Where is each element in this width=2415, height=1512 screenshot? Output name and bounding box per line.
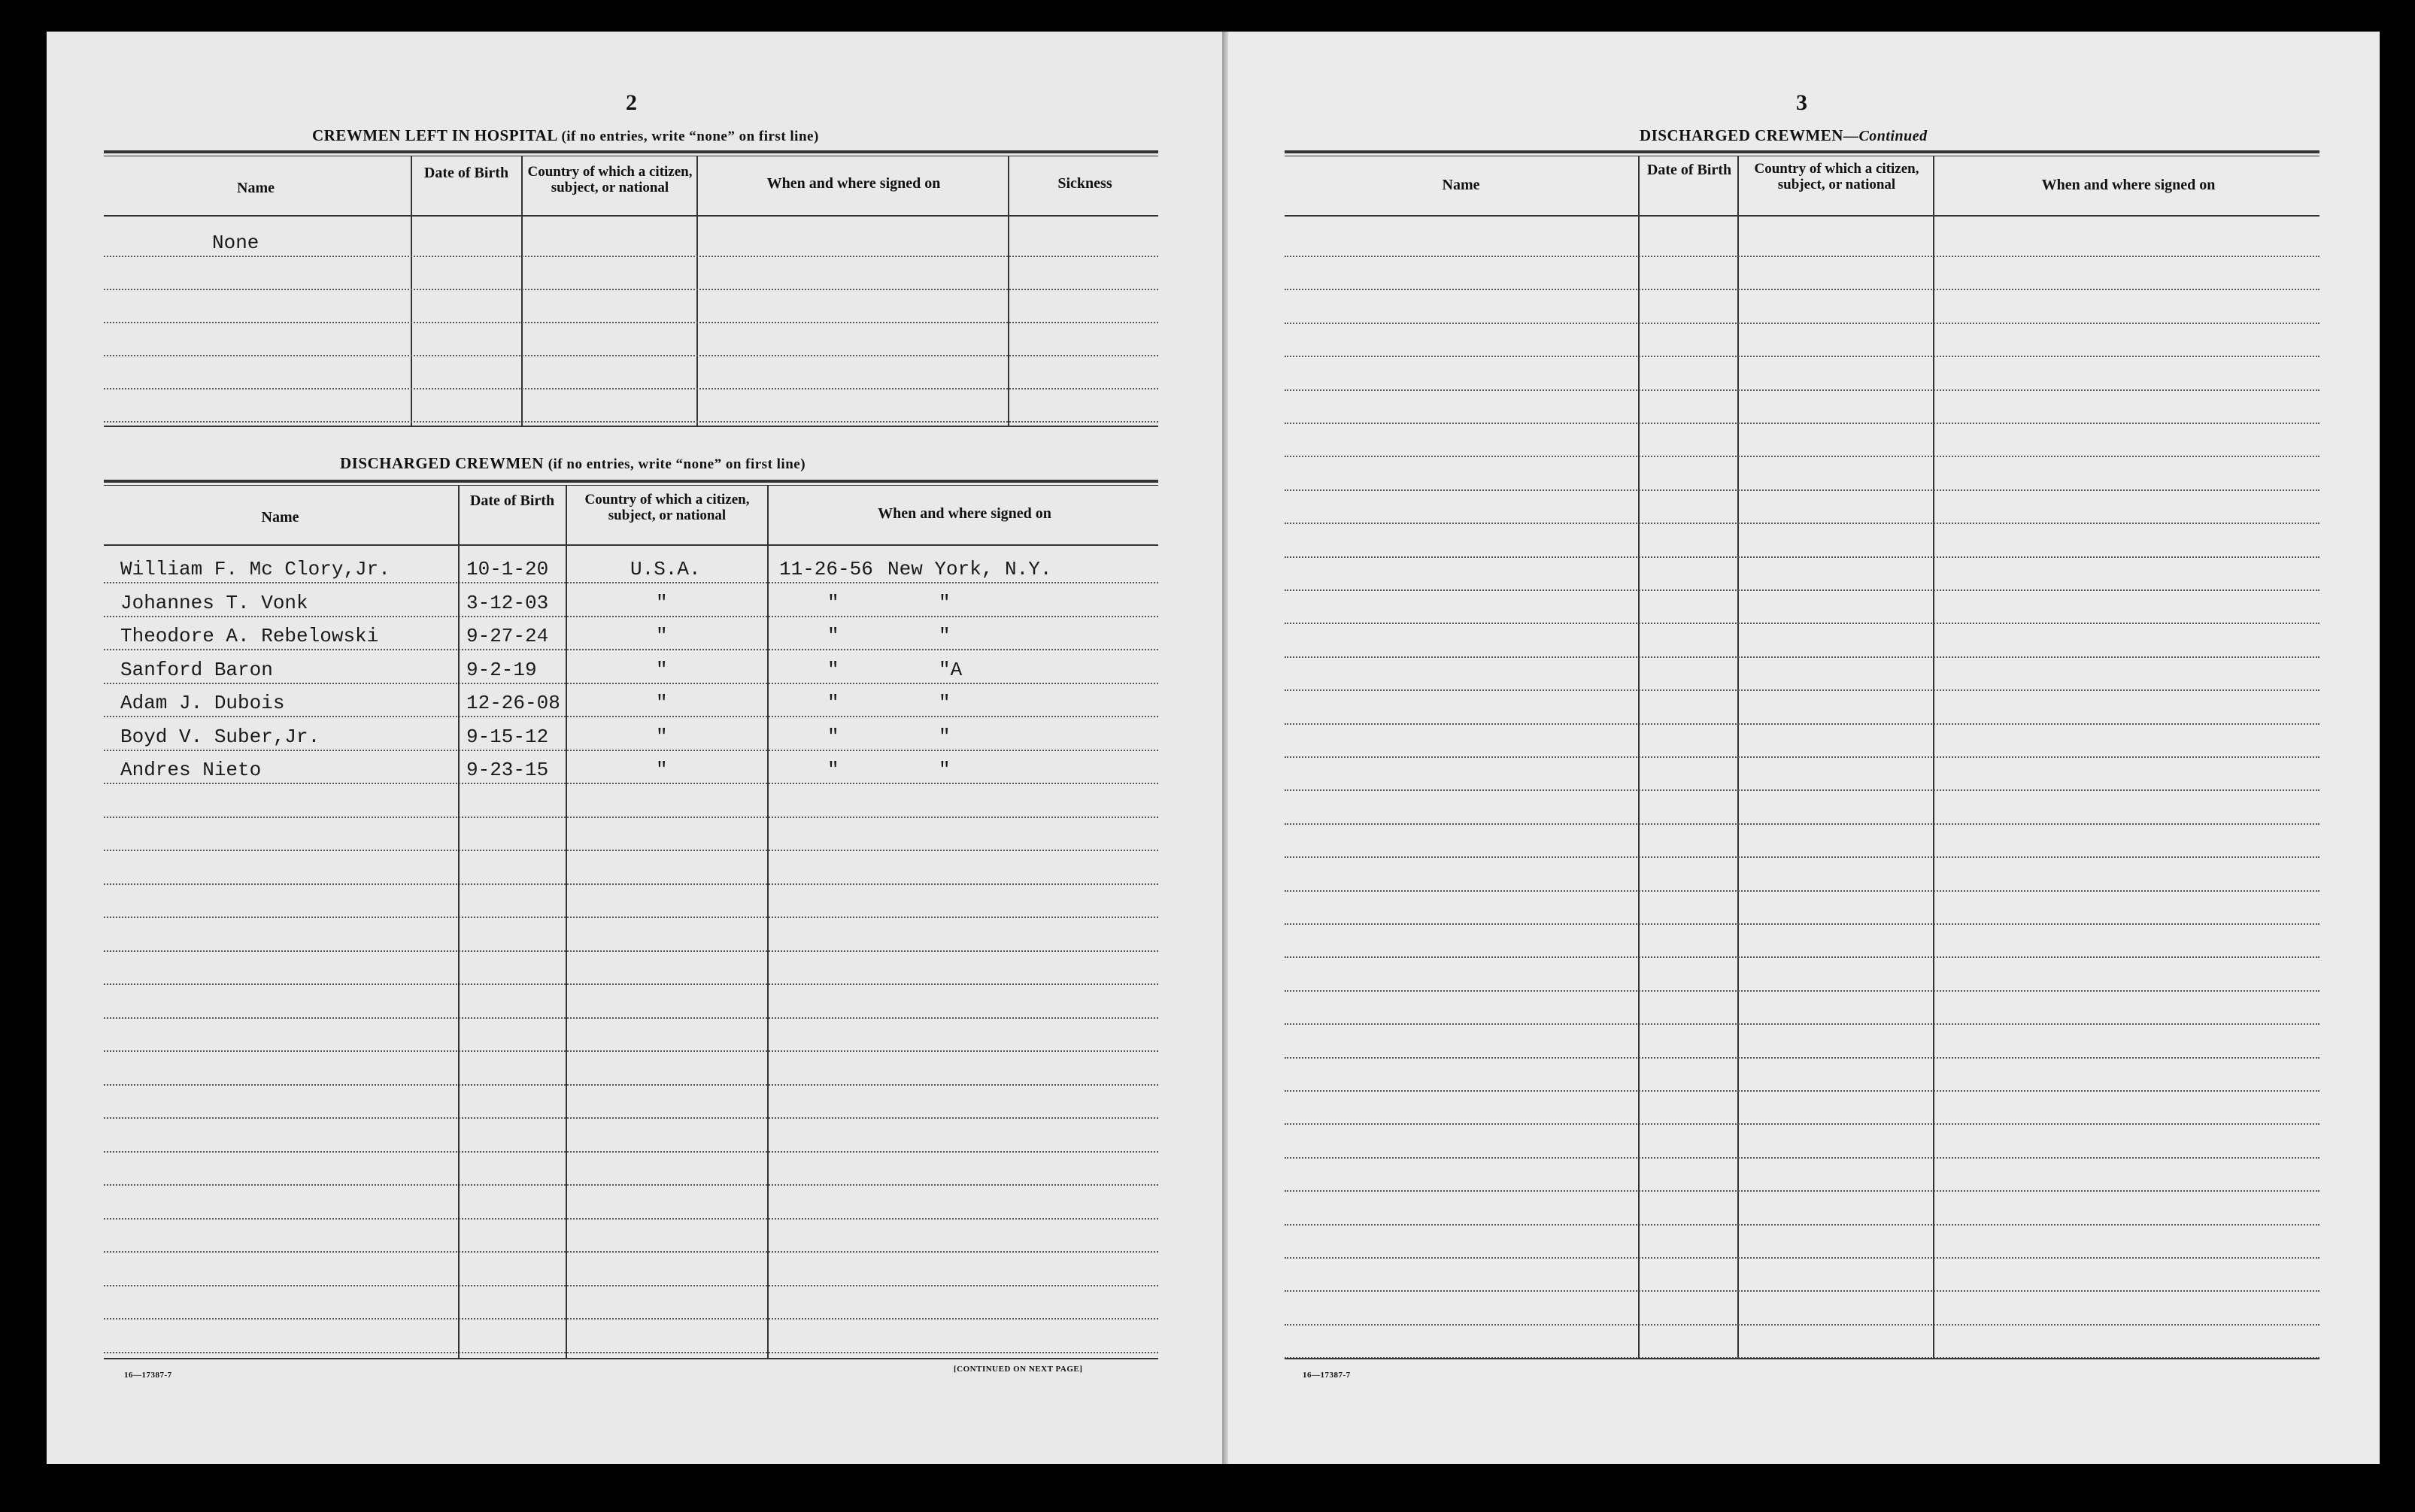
- crew-country: ": [656, 725, 668, 748]
- crew-name: William F. Mc Clory,Jr.: [120, 558, 390, 580]
- crew-where: ": [939, 725, 951, 748]
- ruled-line: [104, 950, 1158, 952]
- ruled-line: [104, 783, 1158, 784]
- hospital-col-name: Name: [237, 180, 275, 196]
- ruled-line: [1285, 256, 2319, 257]
- ruled-line: [1285, 1190, 2319, 1192]
- crew-dob: 9-15-12: [466, 725, 549, 748]
- ruled-line: [104, 716, 1158, 717]
- right-top-rule: [1285, 150, 2319, 153]
- crew-dob: 9-23-15: [466, 759, 549, 781]
- ruled-line: [1285, 1023, 2319, 1025]
- crew-when: ": [827, 591, 839, 614]
- ruled-line: [1285, 823, 2319, 825]
- hospital-divider: [1008, 156, 1009, 426]
- discharged-header-rule: [104, 544, 1158, 546]
- hospital-divider: [521, 156, 523, 426]
- ruled-line: [1285, 990, 2319, 992]
- ruled-line: [1285, 356, 2319, 357]
- ruled-line: [1285, 689, 2319, 691]
- ruled-line: [1285, 623, 2319, 624]
- ruled-line: [1285, 656, 2319, 658]
- ruled-line: [104, 582, 1158, 583]
- ruled-line: [1285, 1090, 2319, 1092]
- crew-country: ": [656, 759, 668, 781]
- hospital-title: CREWMEN LEFT IN HOSPITAL: [312, 126, 557, 144]
- right-page: [1227, 32, 2380, 1464]
- hospital-entry: None: [212, 232, 259, 254]
- ruled-line: [104, 355, 1158, 356]
- ruled-line: [104, 1050, 1158, 1052]
- ruled-line: [1285, 856, 2319, 858]
- ruled-line: [104, 421, 1158, 423]
- ruled-line: [104, 1017, 1158, 1019]
- ruled-line: [104, 1184, 1158, 1186]
- discharged-title: DISCHARGED CREWMEN: [340, 454, 544, 472]
- ruled-line: [1285, 423, 2319, 424]
- hospital-top-rule: [104, 150, 1158, 153]
- crew-name: Johannes T. Vonk: [120, 591, 308, 614]
- hospital-col-country: Country of which a citizen, subject, or national: [527, 164, 693, 195]
- crew-where: ": [939, 625, 951, 647]
- ruled-line: [1285, 523, 2319, 524]
- ruled-line: [1285, 956, 2319, 958]
- crew-name: Boyd V. Suber,Jr.: [120, 725, 320, 748]
- crew-country: U.S.A.: [630, 558, 701, 580]
- right-col-when-where: When and where signed on: [2041, 177, 2216, 193]
- ruled-line: [104, 256, 1158, 257]
- crew-country: ": [656, 692, 668, 714]
- crew-when: ": [827, 759, 839, 781]
- ruled-line: [1285, 289, 2319, 290]
- discharged-col-country: Country of which a citizen, subject, or national: [584, 492, 750, 523]
- right-bottom-rule: [1285, 1358, 2319, 1359]
- right-col-country: Country of which a citizen, subject, or national: [1754, 161, 1919, 192]
- crew-dob: 9-27-24: [466, 625, 549, 647]
- discharged-col-dob: Date of Birth: [469, 492, 555, 509]
- ruled-line: [1285, 890, 2319, 892]
- ruled-line: [104, 1318, 1158, 1320]
- crew-country: ": [656, 591, 668, 614]
- right-title-suffix: —Continued: [1843, 128, 1928, 144]
- crew-when: ": [827, 658, 839, 681]
- crew-when: ": [827, 725, 839, 748]
- crew-dob: 9-2-19: [466, 658, 537, 681]
- ruled-line: [104, 649, 1158, 650]
- right-col-dob: Date of Birth: [1646, 162, 1732, 178]
- ruled-line: [1285, 1324, 2319, 1326]
- ruled-line: [1285, 589, 2319, 591]
- page-gutter: [1222, 32, 1228, 1464]
- crew-where: New York, N.Y.: [887, 558, 1052, 580]
- ruled-line: [104, 1117, 1158, 1119]
- hospital-col-sickness: Sickness: [1057, 175, 1112, 192]
- discharged-top-rule-thin: [104, 485, 1158, 486]
- form-number-right: 16—17387-7: [1303, 1371, 1351, 1380]
- crew-country: ": [656, 625, 668, 647]
- discharged-top-rule: [104, 480, 1158, 483]
- hospital-divider: [411, 156, 412, 426]
- page-number-right: 3: [1796, 90, 1807, 115]
- discharged-col-name: Name: [261, 509, 299, 526]
- ruled-line: [104, 388, 1158, 389]
- ruled-line: [1285, 1057, 2319, 1059]
- crew-when: ": [827, 625, 839, 647]
- ruled-line: [104, 1084, 1158, 1086]
- ruled-line: [104, 683, 1158, 684]
- crew-where: "A: [939, 658, 963, 681]
- ruled-line: [104, 883, 1158, 885]
- ruled-line: [1285, 1290, 2319, 1292]
- discharged-bottom-rule: [104, 1358, 1158, 1359]
- ruled-line: [1285, 789, 2319, 791]
- ruled-line: [1285, 323, 2319, 324]
- discharged-instruction: (if no entries, write “none” on first line): [548, 456, 806, 472]
- ruled-line: [104, 983, 1158, 985]
- ruled-line: [1285, 389, 2319, 391]
- hospital-header-rule: [104, 215, 1158, 217]
- ruled-line: [104, 322, 1158, 323]
- crew-when: ": [827, 692, 839, 714]
- ruled-line: [104, 817, 1158, 818]
- crew-name: Sanford Baron: [120, 658, 273, 681]
- right-title: DISCHARGED CREWMEN: [1640, 126, 1843, 144]
- ruled-line: [1285, 489, 2319, 491]
- crew-when: 11-26-56: [779, 558, 873, 580]
- hospital-divider: [696, 156, 698, 426]
- ruled-line: [1285, 1224, 2319, 1226]
- ruled-line: [1285, 723, 2319, 725]
- ruled-line: [104, 1218, 1158, 1220]
- crew-name: Theodore A. Rebelowski: [120, 625, 379, 647]
- hospital-section-title: [312, 126, 819, 145]
- ruled-line: [104, 1251, 1158, 1253]
- page-number-left: 2: [626, 90, 637, 115]
- hospital-col-when-where: When and where signed on: [766, 175, 941, 192]
- hospital-bottom-rule: [104, 426, 1158, 427]
- right-col-name: Name: [1442, 177, 1480, 193]
- discharged-col-when-where: When and where signed on: [878, 505, 1051, 522]
- ruled-line: [104, 917, 1158, 918]
- ruled-line: [1285, 923, 2319, 925]
- hospital-instruction: (if no entries, write “none” on first line): [561, 129, 819, 144]
- ruled-line: [104, 1285, 1158, 1286]
- ruled-line: [104, 1352, 1158, 1353]
- crew-dob: 12-26-08: [466, 692, 560, 714]
- ruled-line: [1285, 456, 2319, 457]
- crew-name: Adam J. Dubois: [120, 692, 285, 714]
- crew-dob: 10-1-20: [466, 558, 549, 580]
- discharged-section-title: [340, 454, 806, 473]
- crew-where: ": [939, 759, 951, 781]
- ruled-line: [104, 289, 1158, 290]
- ruled-line: [1285, 1257, 2319, 1259]
- ruled-line: [1285, 756, 2319, 758]
- continued-note: [CONTINUED ON NEXT PAGE]: [954, 1365, 1083, 1374]
- ruled-line: [1285, 1123, 2319, 1125]
- right-section-title: [1640, 126, 1928, 145]
- ruled-line: [104, 850, 1158, 851]
- crew-name: Andres Nieto: [120, 759, 262, 781]
- ruled-line: [104, 616, 1158, 617]
- ruled-line: [104, 750, 1158, 751]
- ruled-line: [104, 1151, 1158, 1153]
- crew-country: ": [656, 658, 668, 681]
- crew-where: ": [939, 591, 951, 614]
- crew-dob: 3-12-03: [466, 591, 549, 614]
- ruled-line: [1285, 1157, 2319, 1159]
- crew-where: ": [939, 692, 951, 714]
- form-number-left: 16—17387-7: [124, 1371, 172, 1380]
- ruled-line: [1285, 556, 2319, 558]
- hospital-col-dob: Date of Birth: [423, 165, 509, 181]
- right-header-rule: [1285, 215, 2319, 217]
